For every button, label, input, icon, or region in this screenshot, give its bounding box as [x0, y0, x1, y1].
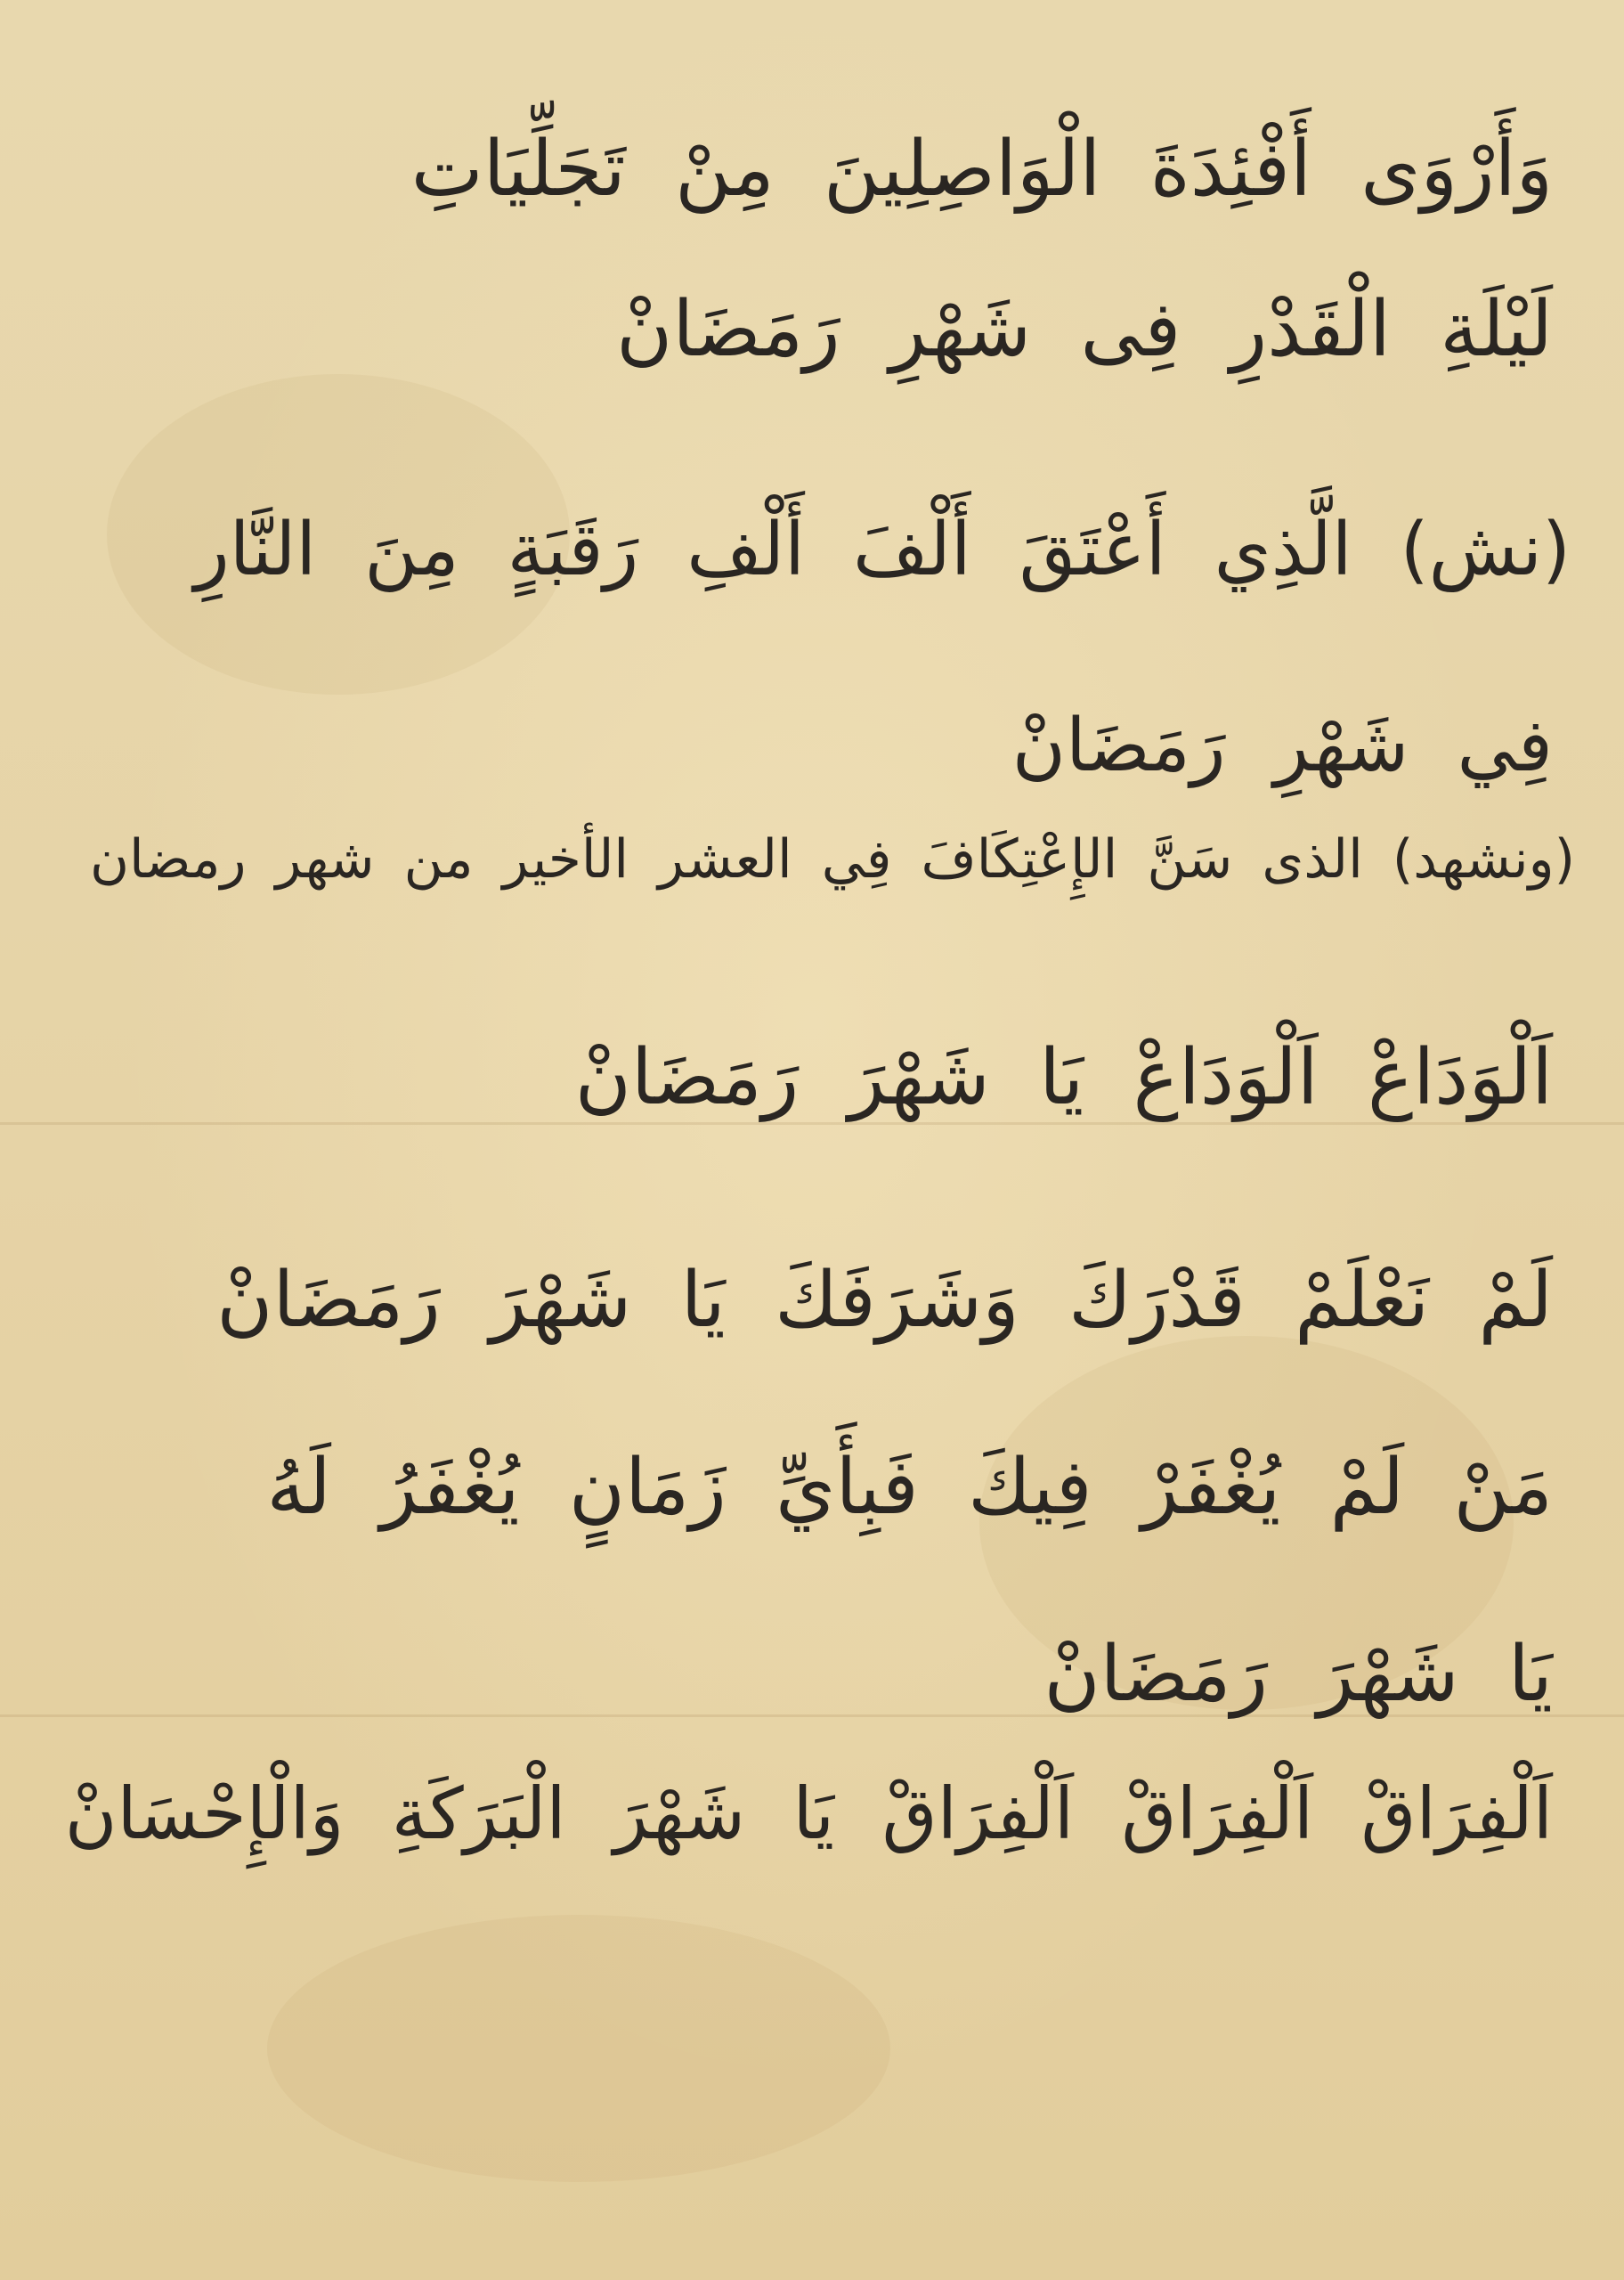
letter-line-8: مَنْ لَمْ يُغْفَرْ فِيكَ فَبِأَيِّ زَمَانٍ يُغْفَرُ لَهُ [266, 1443, 1553, 1532]
paper-stain [267, 1915, 890, 2182]
letter-line-1: وَأَرْوَى أَفْئِدَةَ الْوَاصِلِينَ مِنْ تَجَلِّيَاتِ [410, 125, 1553, 214]
letter-line-3: (نش) الَّذِي أَعْتَقَ أَلْفَ أَلْفِ رَقَبَةٍ مِنَ النَّارِ [194, 508, 1571, 592]
letter-line-5: (ونشهد) الذى سَنَّ الإِعْتِكَافَ فِي العشر الأخير من شهر رمضان [89, 828, 1575, 891]
letter-line-4: فِي شَهْرِ رَمَضَانْ [1011, 704, 1553, 788]
letter-line-2: لَيْلَةِ الْقَدْرِ فِى شَهْرِ رَمَضَانْ [616, 285, 1553, 374]
paper-fold-line [0, 1122, 1624, 1125]
letter-line-9: يَا شَهْرَ رَمَضَانْ [1043, 1630, 1553, 1719]
letter-line-7: لَمْ نَعْلَمْ قَدْرَكَ وَشَرَفَكَ يَا شَهْرَ رَمَضَانْ [216, 1256, 1553, 1345]
letter-line-10: اَلْفِرَاقْ اَلْفِرَاقْ اَلْفِرَاقْ يَا شَهْرَ الْبَرَكَةِ وَالْإِحْسَانْ [64, 1772, 1553, 1855]
letter-line-6: اَلْوَدَاعْ اَلْوَدَاعْ يَا شَهْرَ رَمَضَانْ [574, 1033, 1553, 1122]
